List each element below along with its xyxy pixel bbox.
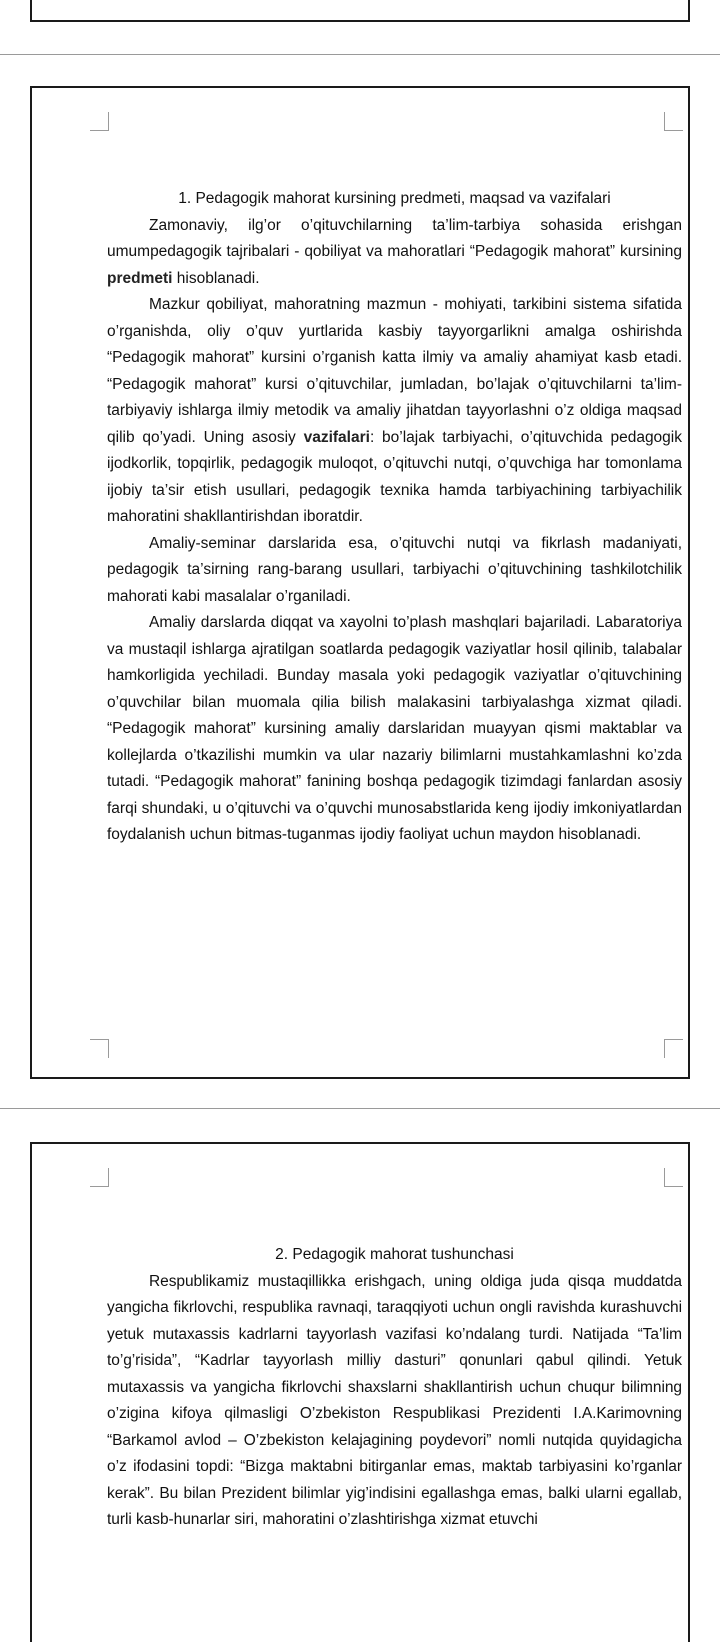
previous-page-fragment — [30, 0, 690, 22]
margin-corner-mark — [664, 112, 683, 131]
paragraph-text: hisoblanadi. — [172, 269, 260, 287]
highlighted-term-predmeti: predmeti — [107, 269, 173, 287]
margin-corner-mark — [90, 1168, 109, 1187]
section-heading-2: 2. Pedagogik mahorat tushunchasi — [275, 1246, 514, 1263]
document-page-2 — [30, 1142, 690, 1642]
paragraph-2 — [107, 292, 682, 531]
paragraph-4: Amaliy darslarda diqqat va xayolni to’plash mashqlari bajariladi. Labaratoriya va mustaqil ishlarga ajratilgan soatlarda pedagogik vaziyatlar hosil qilinib, talabalar hamkorligida yechiladi. Bunday masala yoki pedagogik vaziyatlar o’qituvchining o’quvchilar bilan muomala qilia bilish malakasini tarbiyalashga xizmat qiladi. “Pedagogik mahorat” kursining amaliy darslaridan muayyan qismi maktablar va kollejlarda o’tkazilishi mumkin va ular nazariy bilimlarni mustahkamlashni ko’zda tutadi. “Pedagogik mahorat” fanining boshqa pedagogik tizimdagi fanlardan asosiy farqi shundaki, u o’qituvchi va o’quvchi munosabstlarida keng ijodiy imkoniyatlardan foydalanish uchun bitmas-tuganmas ijodiy faoliyat uchun maydon hisoblanadi. — [107, 614, 682, 843]
page-1-body — [107, 186, 682, 849]
paragraph-text: Zamonaviy, ilg’or o’qituvchilarning ta’lim-tarbiya sohasida erishgan umumpedagogik tajribalari - qobiliyat va mahoratlari “Pedagogik mahorat” kursining — [107, 216, 682, 260]
margin-corner-mark — [90, 1039, 109, 1058]
paragraph-3: Amaliy-seminar darslarida esa, o’qituvchi nutqi va fikrlash madaniyati, pedagogik ta’sirning rang-barang usullari, tarbiyachi o’qituvchining tashkilotchilik mahorati kabi masalalar o’rganiladi. — [107, 534, 682, 605]
document-page-1 — [30, 86, 690, 1079]
paragraph-5: Respublikamiz mustaqillikka erishgach, uning oldiga juda qisqa muddatda yangicha fikrlovchi, respublika ravnaqi, taraqqiyoti uchun ongli ravishda kurashuvchi yetuk mutaxassis kadrlarni tayyorlash vazifasi ko’ndalang turdi. Natijada “Ta’lim to’g’risida”, “Kadrlar tayyorlash milliy dasturi” qonunlari qabul qilindi. Yetuk mutaxassis va yangicha fikrlovchi shaxslarni shakllantirish uchun chuqur bilimning o’zigina kifoya qilmasligi O’zbekiston Respublikasi Prezidenti I.A.Karimovning “Barkamol avlod – O’zbekiston kelajagining poydevori” nomli nutqida quyidagicha o’z ifodasini topdi: “Bizga maktabni bitirganlar emas, maktab tarbiyasini ko’rganlar kerak”. Bu bilan Prezident bilimlar yig’indisini egallashga emas, balki ularni egallab, turli kasb-hunarlar siri, mahoratini o’zlashtirishga xizmat etuvchi — [107, 1272, 682, 1528]
paragraph-text: : bo’lajak tarbiyachi, o’qituvchida pedagogik ijodkorlik, topqirlik, pedagogik muloqot, o’qituvchi nutqi, o’quvchiga har tomonlama ijobiy ta’sir etish usullari, pedagogik texnika hamda tarbiyachining tarbiyachilik mahoratini shakllantirishdan iboratdir. — [107, 428, 682, 525]
paragraph-1 — [107, 213, 682, 293]
margin-corner-mark — [664, 1168, 683, 1187]
page-2-body — [107, 1242, 682, 1534]
margin-corner-mark — [90, 112, 109, 131]
margin-corner-mark — [664, 1039, 683, 1058]
paragraph-text: Mazkur qobiliyat, mahoratning mazmun - mohiyati, tarkibini sistema sifatida o’rganishda, oliy o’quv yurtlarida kasbiy tayyorgarlikni amalga oshirishda “Pedagogik mahorat” kursini o’rganish katta ilmiy va amaliy ahamiyat kasb etadi. “Pedagogik mahorat” kursi o’qituvchilar, jumladan, bo’lajak o’qituvchilarni ta’lim-tarbiyaviy ishlarga ilmiy metodik va amaliy jihatdan tayyorlashni o’z oldiga maqsad qilib qo’yadi. Uning asosiy — [107, 296, 682, 446]
highlighted-term-vazifalari: vazifalari — [303, 428, 370, 446]
page-separator — [0, 1108, 720, 1109]
section-heading-1: 1. Pedagogik mahorat kursining predmeti, maqsad va vazifalari — [178, 190, 611, 207]
page-separator — [0, 54, 720, 55]
